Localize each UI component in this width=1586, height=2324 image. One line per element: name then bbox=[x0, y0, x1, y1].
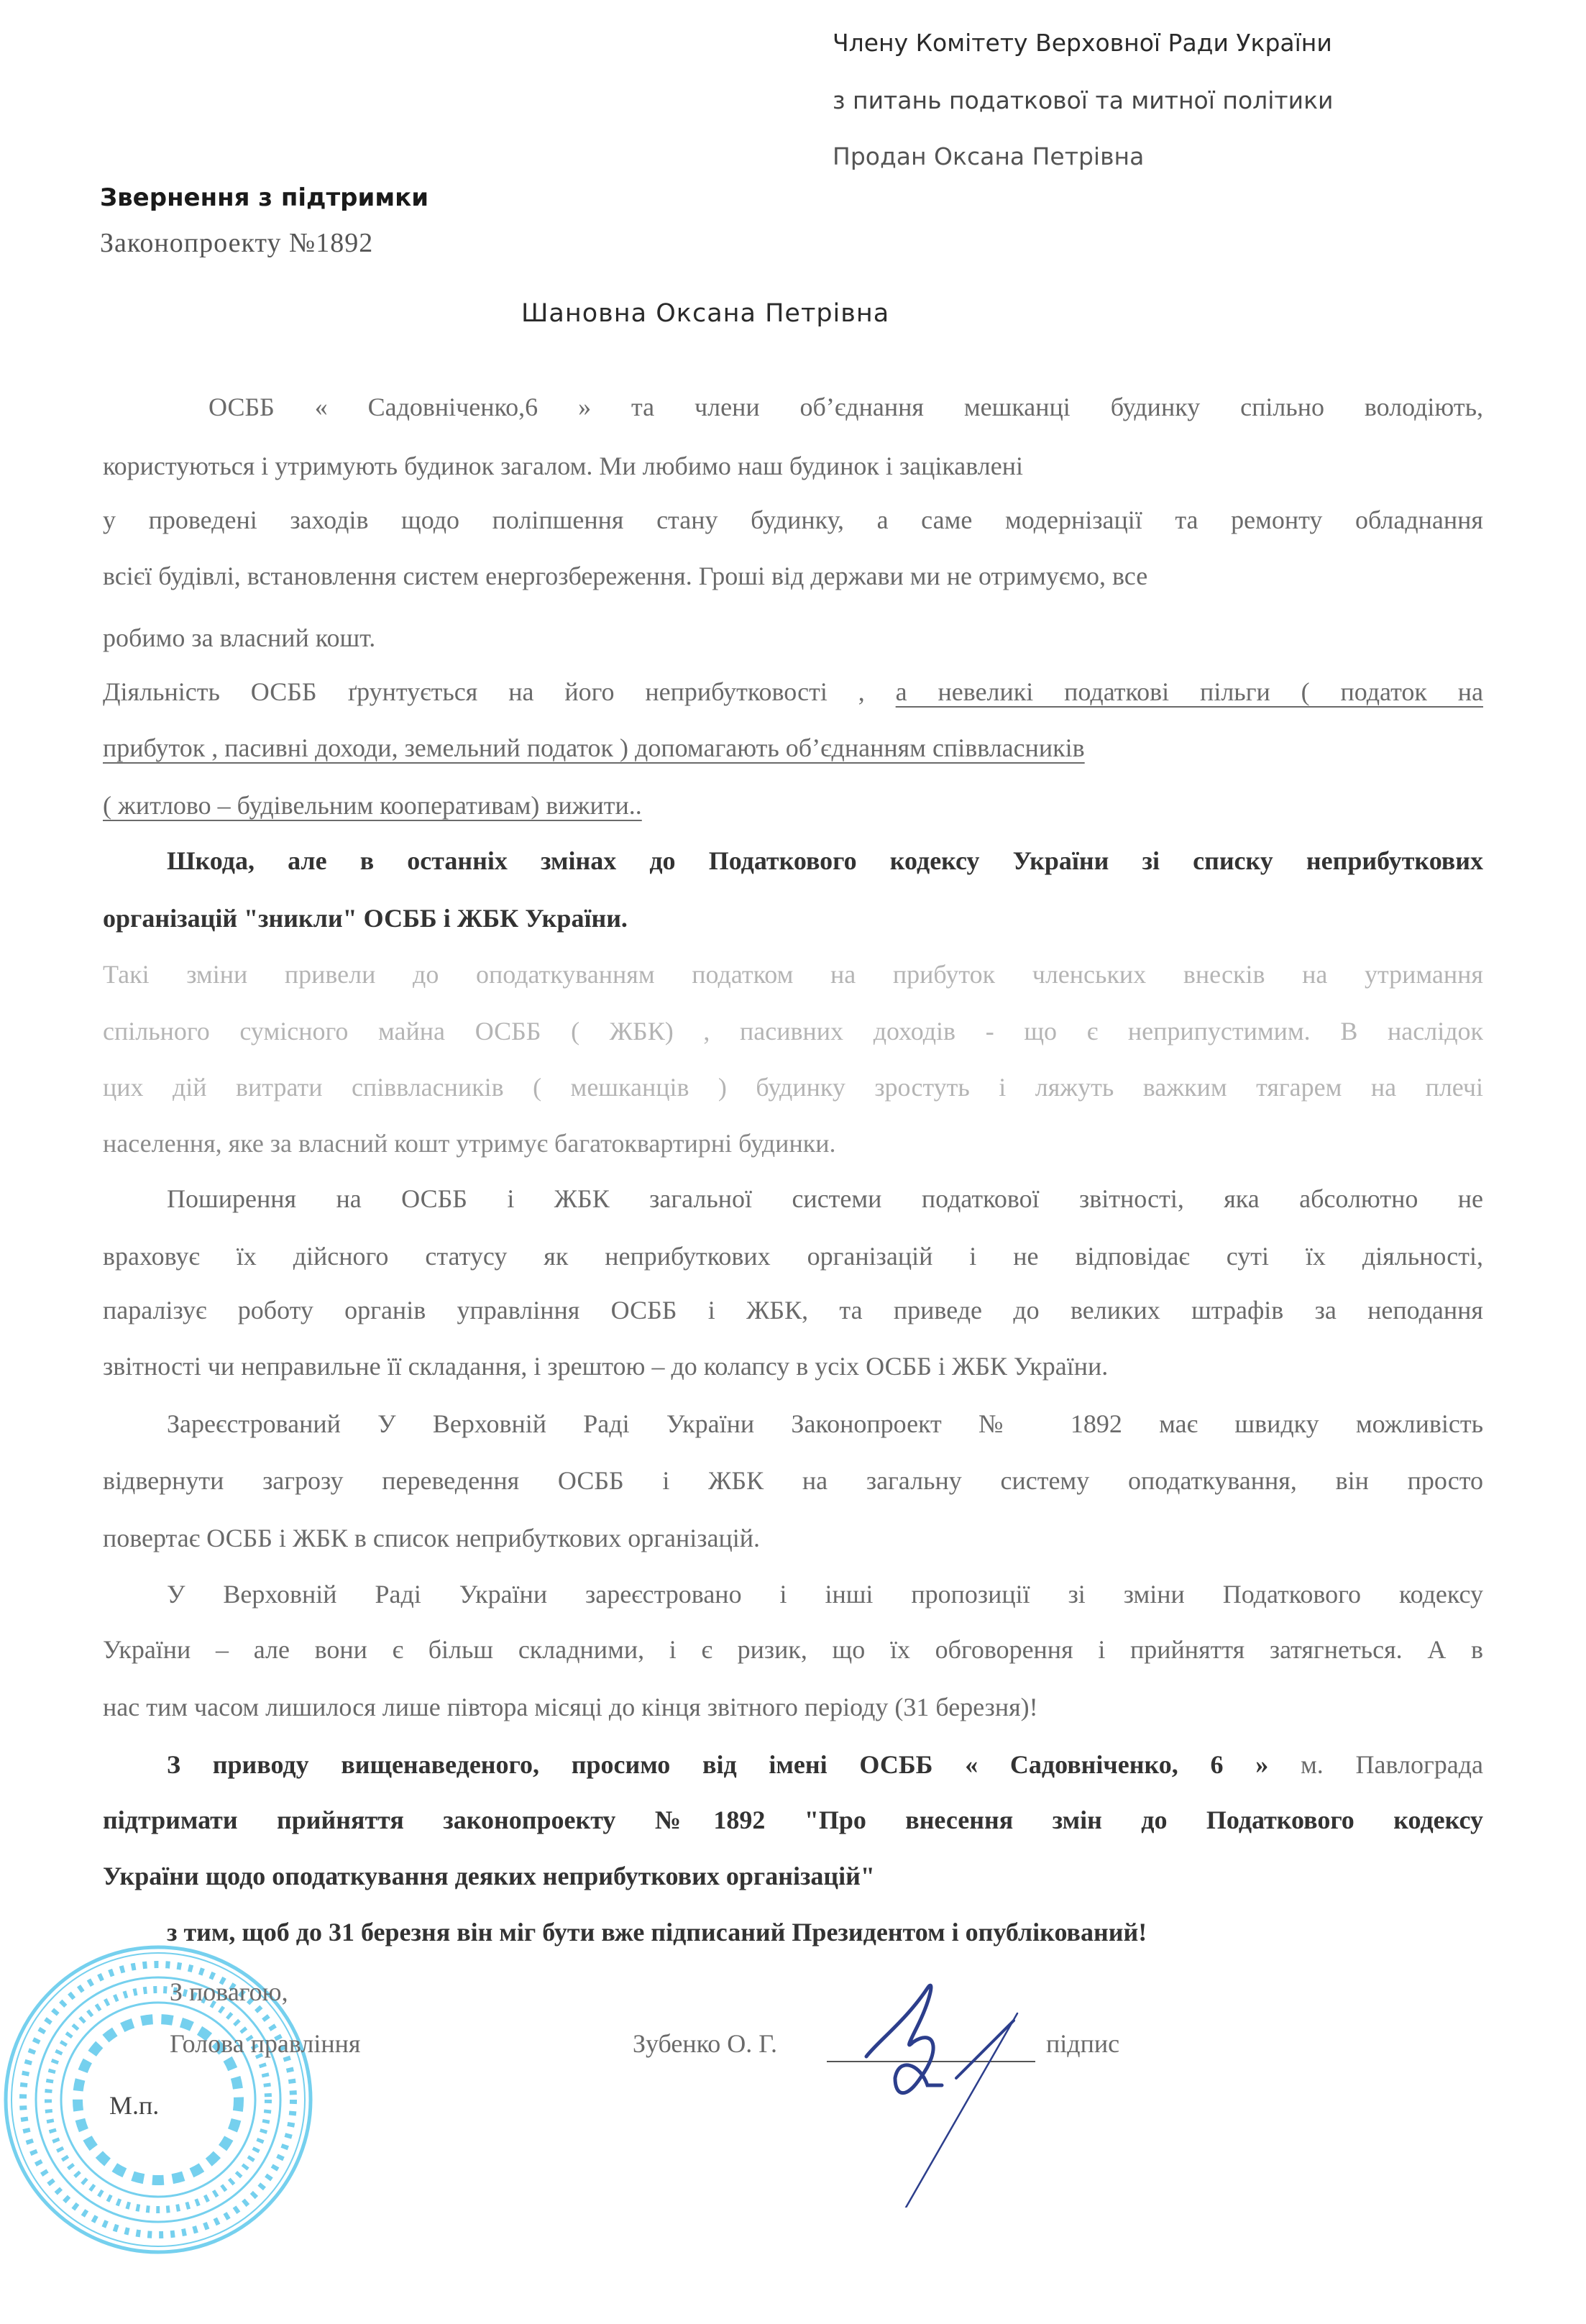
body-line: паралізує роботу органів управління ОСББ і ЖБК, та приведе до великих штрафів за неподання bbox=[103, 1296, 1483, 1325]
bold-line: Шкода, але в останніх змінах до Податкового кодексу України зі списку неприбуткових bbox=[167, 846, 1483, 875]
body-line: України – але вони є більш складними, і є ризик, що їх обговорення і прийняття затягнеться. А в bbox=[103, 1635, 1483, 1664]
body-line: ОСББ « Садовніченко,6 » та члени об’єднання мешканці будинку спільно володіють, bbox=[208, 393, 1483, 421]
body-line: звітності чи неправильне її складання, і зрештою – до колапсу в усіх ОСББ і ЖБК України. bbox=[103, 1352, 1109, 1381]
signature-label: підпис bbox=[1046, 2029, 1120, 2058]
body-line: користуються і утримують будинок загалом. Ми любимо наш будинок і зацікавлені bbox=[103, 452, 1024, 480]
body-text: Діяльність ОСББ ґрунтується на його неприбутковості , bbox=[103, 677, 896, 706]
body-line bbox=[103, 675, 1483, 708]
faded-line: Такі зміни привели до оподаткуванням податком на прибуток членських внесків на утримання bbox=[103, 960, 1483, 989]
underlined-line: прибуток , пасивні доходи, земельний податок ) допомагають об’єднанням співвласників bbox=[103, 733, 1085, 762]
body-line: робимо за власний кошт. bbox=[103, 623, 376, 652]
handwritten-signature bbox=[827, 1970, 1129, 2208]
faded-line: спільного сумісного майна ОСББ ( ЖБК) , пасивних доходів - що є неприпустимим. В наслідок bbox=[103, 1017, 1483, 1046]
bold-line: підтримати прийняття законопроекту №1892 "Про внесення змін до Податкового кодексу bbox=[103, 1806, 1483, 1834]
addressee-name: Продан Оксана Петрівна bbox=[833, 142, 1145, 170]
body-line: у проведені заходів щодо поліпшення стану будинку, а саме модернізації та ремонту обладнання bbox=[103, 505, 1483, 534]
body-line: відвернути загрозу переведення ОСББ і ЖБК на загальну систему оподаткування, він просто bbox=[103, 1466, 1483, 1495]
request-line bbox=[167, 1748, 1483, 1781]
bold-line: України щодо оподаткування деяких неприбуткових організацій" bbox=[103, 1862, 875, 1890]
subject-bill-number: Законопроекту №1892 bbox=[100, 228, 374, 258]
underlined-text: а невеликі податкові пільги ( податок на bbox=[895, 677, 1483, 706]
subject-title: Звернення з підтримки bbox=[100, 183, 429, 212]
body-line: враховує їх дійсного статусу як неприбуткових організацій і не відповідає суті їх діяльності, bbox=[103, 1242, 1483, 1271]
body-line: Зареєстрований У Верховній Раді України Законопроект № 1892 має швидку можливість bbox=[167, 1409, 1483, 1438]
underlined-line: ( житлово – будівельним кооперативам) вижити.. bbox=[103, 791, 642, 820]
seal-place-label: М.п. bbox=[109, 2091, 160, 2120]
bold-line: організацій "зникли" ОСББ і ЖБК України. bbox=[103, 904, 628, 933]
faded-line: населення, яке за власний кошт утримує багатоквартирні будинки. bbox=[103, 1129, 836, 1158]
addressee-line: Члену Комітету Верховної Ради України bbox=[833, 29, 1332, 57]
salutation: Шановна Оксана Петрівна bbox=[521, 299, 890, 328]
signer-position: Голова правління bbox=[170, 2029, 361, 2058]
body-line: повертає ОСББ і ЖБК в список неприбуткових організацій. bbox=[103, 1524, 760, 1552]
body-line: Поширення на ОСББ і ЖБК загальної системи податкової звітності, яка абсолютно не bbox=[167, 1184, 1483, 1213]
bold-line: з тим, щоб до 31 березня він міг бути вже підписаний Президентом і опублікований! bbox=[167, 1918, 1147, 1946]
bold-text: З приводу вищенаведеного, просимо від імені ОСББ « Садовніченко, 6 » bbox=[167, 1750, 1269, 1779]
city-text: м. Павлограда bbox=[1268, 1750, 1483, 1779]
faded-line: цих дій витрати співвласників ( мешканців ) будинку зростуть і ляжуть важким тягарем на плечі bbox=[103, 1073, 1483, 1102]
body-line: У Верховній Раді України зареєстровано і інші пропозиції зі зміни Податкового кодексу bbox=[167, 1580, 1483, 1609]
closing-regards: З повагою, bbox=[170, 1977, 288, 2006]
addressee-line: з питань податкової та митної політики bbox=[833, 86, 1334, 114]
body-line: всієї будівлі, встановлення систем енергозбереження. Гроші від держави ми не отримуємо, все bbox=[103, 562, 1148, 590]
body-line: нас тим часом лишилося лише півтора місяці до кінця звітного періоду (31 березня)! bbox=[103, 1693, 1038, 1721]
signer-name: Зубенко О. Г. bbox=[633, 2029, 778, 2058]
